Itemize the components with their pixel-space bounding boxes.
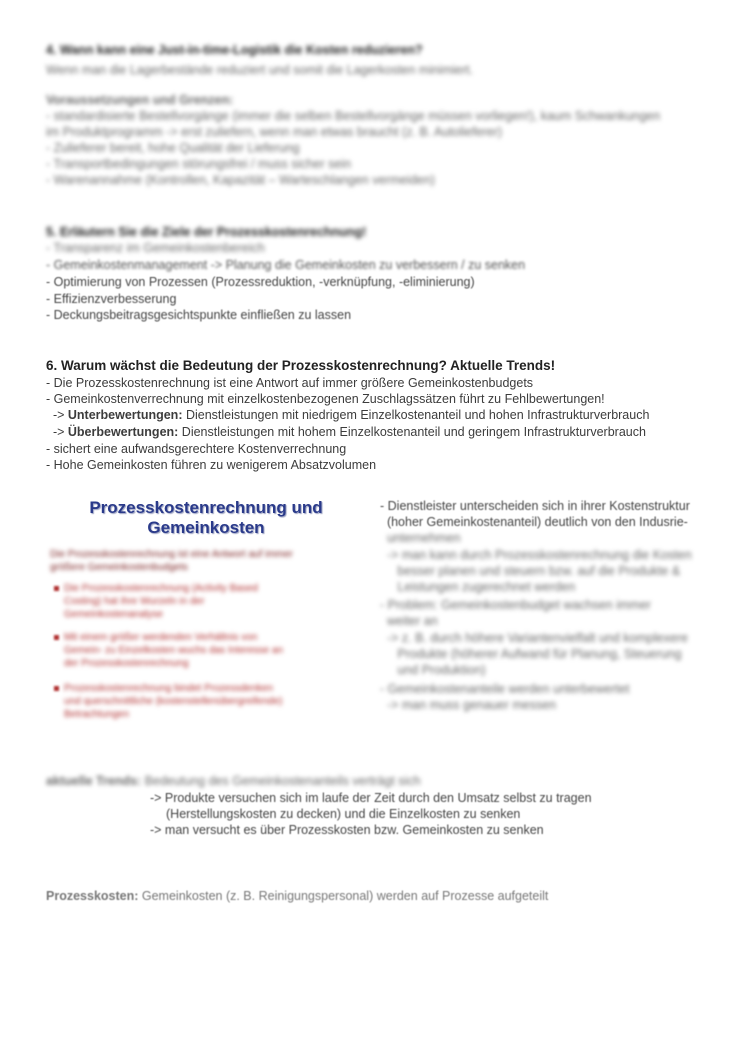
q6-heading: 6. Warum wächst die Bedeutung der Prozesskostenrechnung? Aktuelle Trends! [46,358,556,373]
q4-item: - standardisierte Bestellvorgänge (immer die selben Bestellvorgänge müssen vorliegen!), kaum Schwankungen [46,109,661,123]
bullet-icon [54,586,59,591]
q5-item: - Transparenz im Gemeinkostenbereich [46,241,265,255]
right-line: - Gemeinkostenanteile werden unterbewertet [380,682,630,696]
right-line: -> z. B. durch höhere Variantenvielfalt und komplexere [380,631,688,645]
trends-item: (Herstellungskosten zu decken) und die Einzelkosten zu senken [166,807,521,821]
right-line: -> man muss genauer messen [380,698,557,712]
q5-item: - Gemeinkostenmanagement -> Planung die Gemeinkosten zu verbessern / zu senken [46,258,526,272]
trends-line [46,773,421,789]
slide-bullet: Betrachtungen [64,709,130,720]
right-line: -> man kann durch Prozesskostenrechnung die Kosten [380,548,692,562]
right-line: und Produktion) [380,663,486,677]
q5-item: - Effizienzverbesserung [46,292,177,306]
under-text: Dienstleistungen mit niedrigem Einzelkostenanteil und hohen Infrastrukturverbrauch [182,408,650,422]
slide-intro: Die Prozesskostenrechnung ist eine Antwort auf immer [50,549,293,560]
q4-heading: 4. Wann kann eine Just-in-time-Logistik die Kosten reduzieren? [46,43,423,57]
slide-title-line1: Prozesskostenrechnung und [89,498,323,517]
slide-bullet: Mit einem größer werdenden Verhältnis von [64,632,258,643]
arrow-prefix: -> [46,425,68,439]
slide-bullet: Gemein- zu Einzelkosten wuchs das Interesse an [64,645,283,656]
under-label: Unterbewertungen: [67,408,183,422]
slide-bullet: Gemeinkostenanalyse [64,609,163,620]
right-line: - Dienstleister unterscheiden sich in ihrer Kostenstruktur [380,499,690,513]
prozesskosten-label: Prozesskosten: [46,889,139,903]
slide-bullet: Die Prozesskostenrechnung (Activity Based [64,583,258,594]
slide-bullet: der Prozesskostenrechnung [64,658,189,669]
over-label: Überbewertungen: [67,425,179,439]
arrow-prefix: -> [46,408,68,422]
bullet-icon [54,686,59,691]
trends-text: Bedeutung des Gemeinkostenanteils verträgt sich [141,774,421,788]
slide-intro: größere Gemeinkostenbudgets [50,562,188,573]
q6-line: - sichert eine aufwandsgerechtere Kostenverrechnung [46,442,347,456]
q5-item: - Deckungsbeitragsgesichtspunkte einfließen zu lassen [46,308,352,322]
trends-item: -> man versucht es über Prozesskosten bzw. Gemeinkosten zu senken [150,823,544,837]
trends-item: -> Produkte versuchen sich im laufe der Zeit durch den Umsatz selbst zu tragen [150,791,592,805]
trends-label: aktuelle Trends: [46,774,142,788]
q4-item: - Transportbedingungen störungsfrei / muss sicher sein [46,157,352,171]
right-line: - Problem: Gemeinkostenbudget wachsen immer [380,598,651,612]
embedded-slide [46,490,366,735]
slide-title-line2: Gemeinkosten [147,518,265,537]
right-line: Leistungen zugerechnet werden [380,580,576,594]
q4-subheading: Voraussetzungen und Grenzen: [46,93,234,107]
right-line: besser planen und steuern bzw. auf die Produkte & [380,564,681,578]
q6-ueberbewertung [46,424,646,440]
q6-line: - Die Prozesskostenrechnung ist eine Antwort auf immer größere Gemeinkostenbudgets [46,376,534,390]
slide-bullet: Costing) hat ihre Wurzeln in der [64,596,205,607]
q5-item: - Optimierung von Prozessen (Prozessreduktion, -verknüpfung, -eliminierung) [46,275,475,289]
q4-answer: Wenn man die Lagerbestände reduziert und somit die Lagerkosten minimiert. [46,63,474,77]
bullet-icon [54,635,59,640]
q6-line: - Hohe Gemeinkosten führen zu wenigerem Absatzvolumen [46,458,377,472]
q5-heading: 5. Erläutern Sie die Ziele der Prozesskostenrechnung! [46,225,367,239]
right-line: (hoher Gemeinkostenanteil) deutlich von den Indusrie- [380,515,688,529]
prozesskosten-text: Gemeinkosten (z. B. Reinigungspersonal) werden auf Prozesse aufgeteilt [138,889,549,903]
q4-item: im Produktprogramm -> erst zuliefern, wenn man etwas braucht (z. B. Autolieferer) [46,125,503,139]
slide-bullet: Prozesskostenrechnung bindet Prozessdenken [64,683,274,694]
slide-bullet: und querschnittliche (kostenstellenübergreifende) [64,696,283,707]
q4-item: - Zulieferer bereit, hohe Qualität der Lieferung [46,141,300,155]
q6-line: - Gemeinkostenverrechnung mit einzelkostenbezogenen Zuschlagssätzen führt zu Fehlbewertungen! [46,392,605,406]
right-line: Produkte (höherer Aufwand für Planung, Steuerung [380,647,682,661]
right-line: weiter an [380,614,438,628]
over-text: Dienstleistungen mit hohem Einzelkostenanteil und geringem Infrastrukturverbrauch [178,425,646,439]
right-line: unternehmen [380,531,461,545]
q4-item: - Warenannahme (Kontrollen, Kapazität – Warteschlangen vermeiden) [46,173,435,187]
q6-underbewertung [46,407,649,423]
prozesskosten-line [46,888,548,904]
